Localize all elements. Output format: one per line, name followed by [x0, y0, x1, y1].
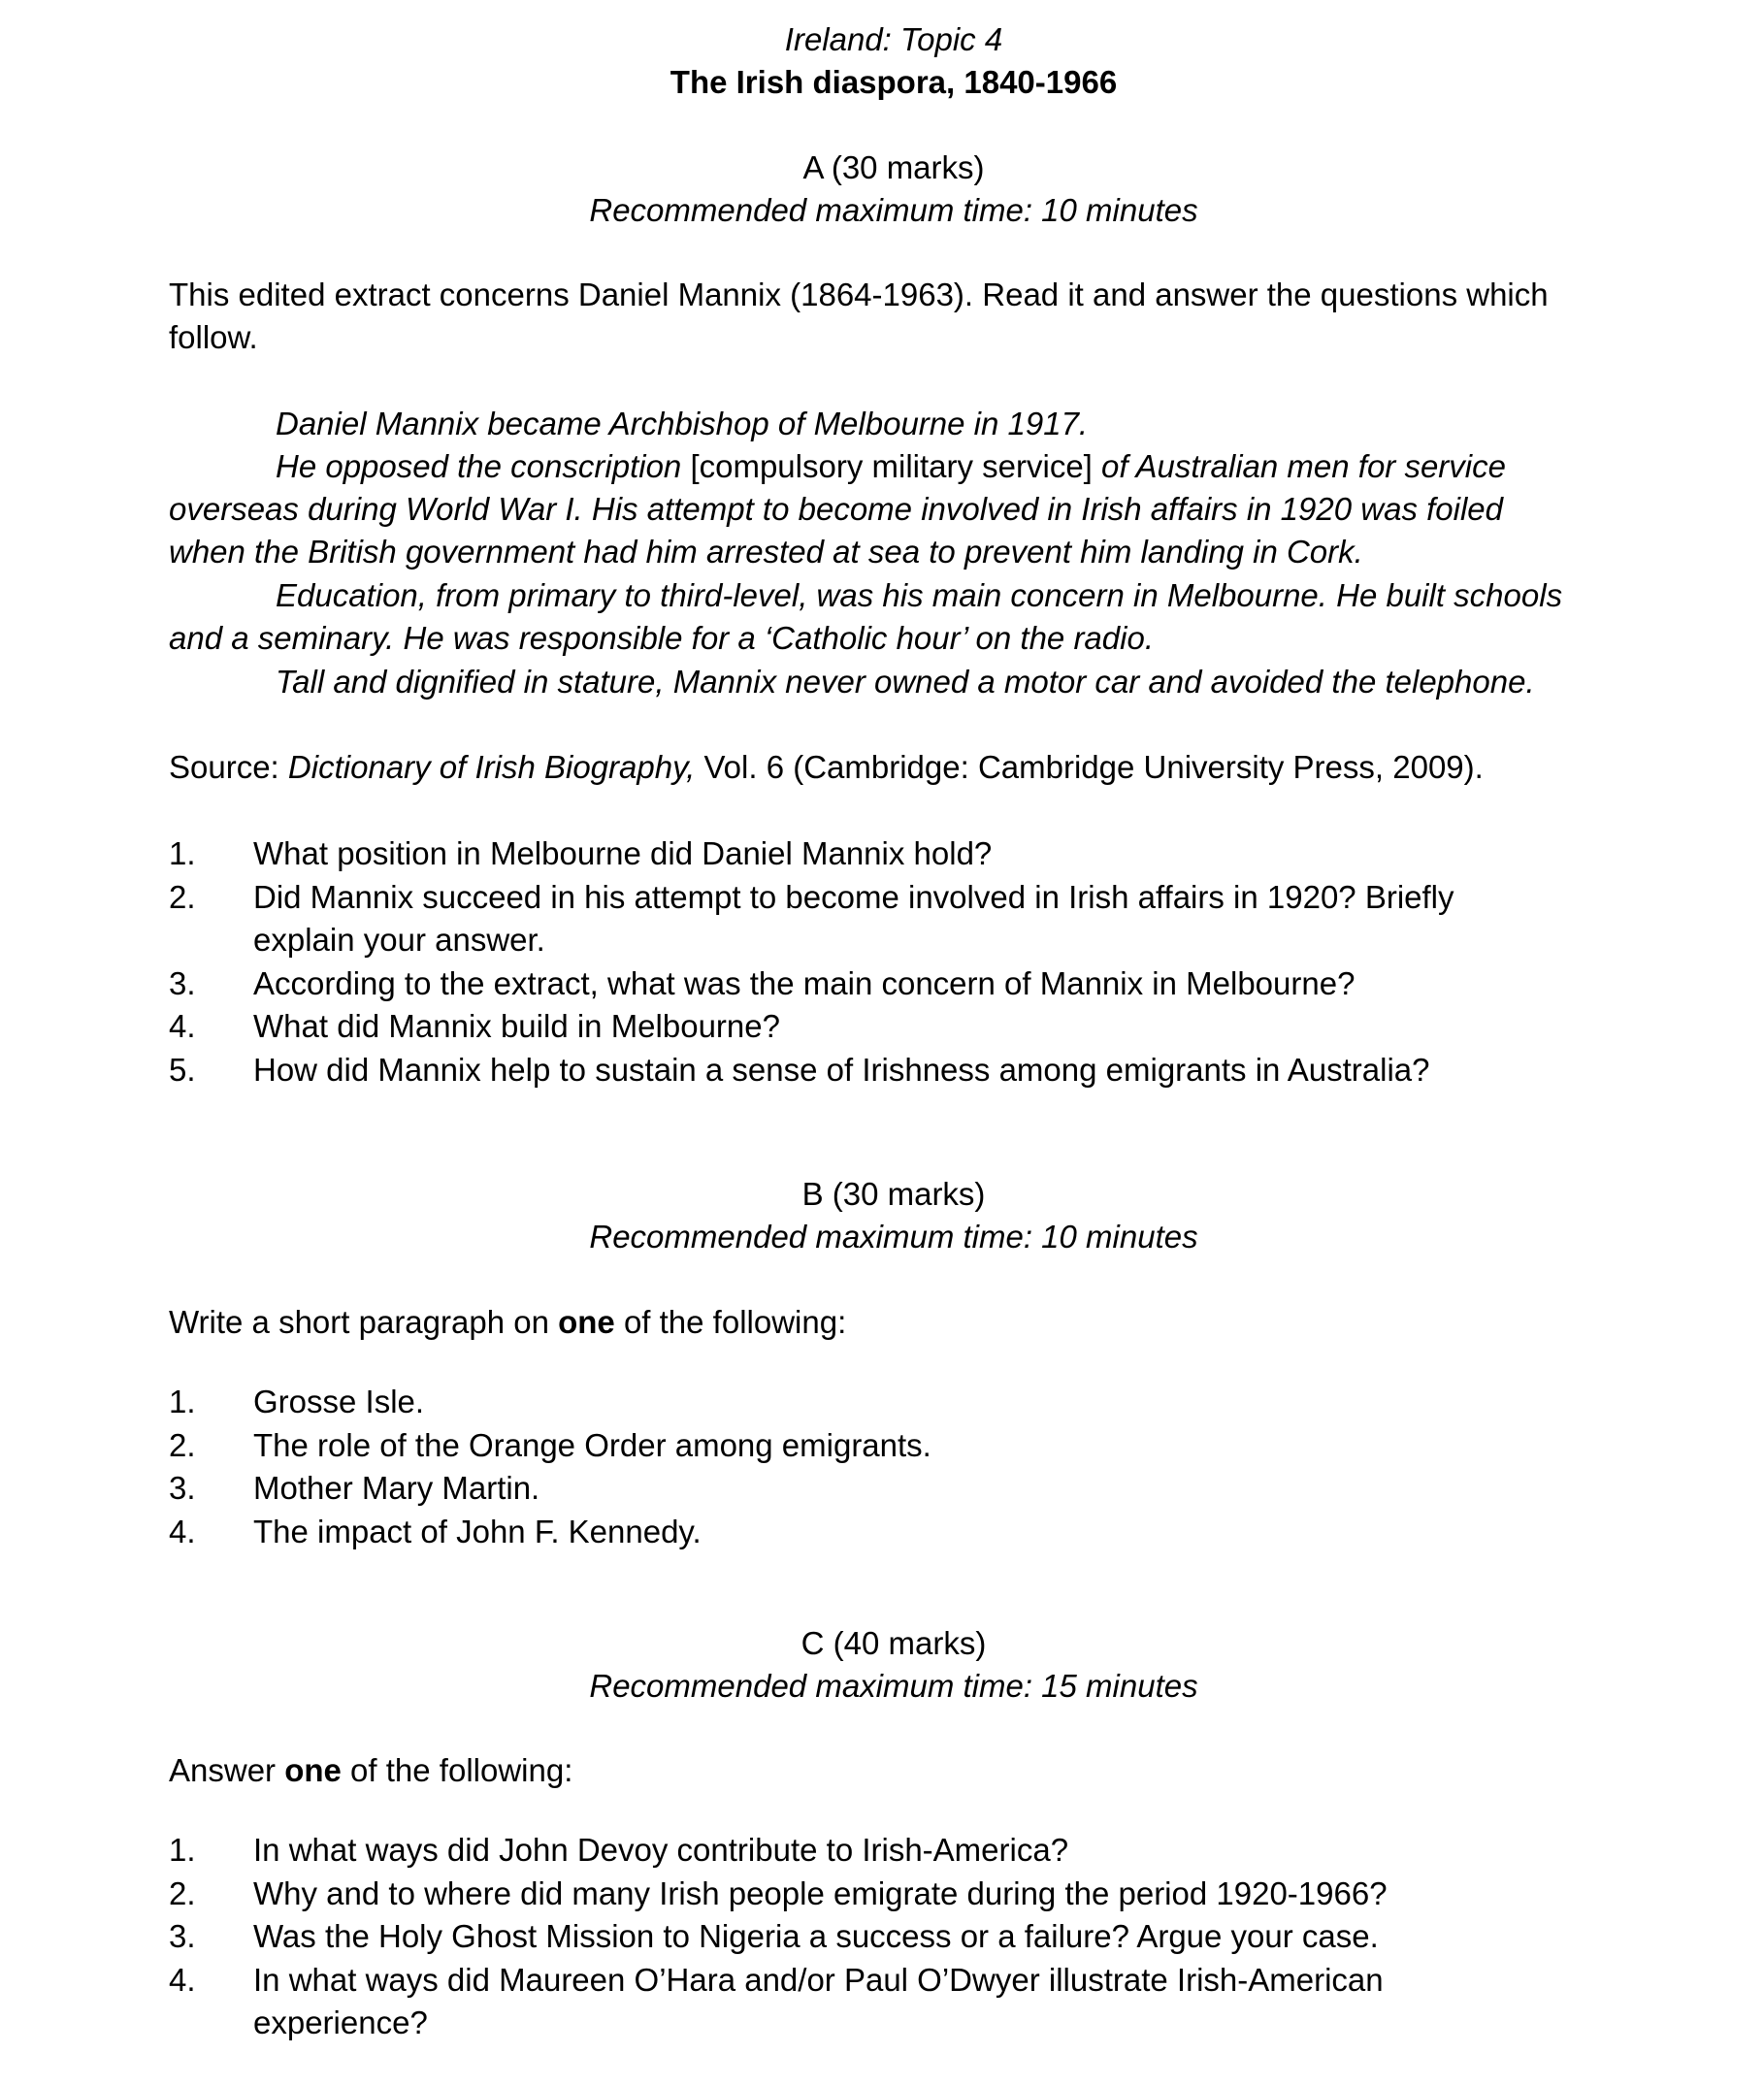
section-b-instruction — [169, 1300, 1618, 1344]
extract-paragraph-2-line2: overseas during World War I. His attempt to become involved in Irish affairs in 1920 was foiled — [169, 491, 1504, 527]
topic-text: The role of the Orange Order among emigrants. — [253, 1427, 931, 1463]
list-item — [169, 1466, 1618, 1510]
list-item — [169, 1958, 1618, 2002]
question-continuation: experience? — [253, 2005, 428, 2040]
section-c-instruction — [169, 1748, 1618, 1792]
extract-paragraph-2-line3: when the British government had him arrested at sea to prevent him landing in Cork. — [169, 534, 1363, 570]
source-citation — [169, 745, 1618, 789]
list-item — [169, 1914, 1618, 1958]
source-title: Dictionary of Irish Biography, — [287, 749, 696, 785]
list-item — [169, 831, 1618, 875]
extract-paragraph-2-line1 — [169, 444, 1618, 488]
question-text: Was the Holy Ghost Mission to Nigeria a success or a failure? Argue your case. — [253, 1918, 1379, 1954]
list-number: 1. — [169, 1384, 196, 1419]
section-c-heading: C (40 marks) — [800, 1625, 987, 1661]
question-text: Did Mannix succeed in his attempt to become involved in Irish affairs in 1920? Briefly — [253, 879, 1454, 915]
list-number: 4. — [169, 1962, 196, 1998]
list-item — [169, 875, 1618, 919]
topic-label: Ireland: Topic 4 — [784, 21, 1003, 57]
list-item — [169, 1380, 1618, 1423]
list-number: 3. — [169, 1470, 196, 1506]
list-item — [169, 1423, 1618, 1467]
instruction-text: Answer — [169, 1752, 285, 1788]
instruction-text: Write a short paragraph on — [169, 1304, 559, 1340]
question-text: In what ways did Maureen O’Hara and/or Paul O’Dwyer illustrate Irish-American — [253, 1962, 1384, 1998]
question-continuation: explain your answer. — [253, 922, 545, 958]
list-number: 2. — [169, 1427, 196, 1463]
question-text: Why and to where did many Irish people emigrate during the period 1920-1966? — [253, 1875, 1388, 1911]
list-number: 4. — [169, 1008, 196, 1044]
page-title: The Irish diaspora, 1840-1966 — [670, 64, 1118, 100]
extract-editorial-insert: [compulsory military service] — [690, 448, 1093, 484]
extract-paragraph-1: Daniel Mannix became Archbishop of Melbourne in 1917. — [276, 406, 1089, 441]
list-number: 2. — [169, 1875, 196, 1911]
question-text: What position in Melbourne did Daniel Mannix hold? — [253, 835, 993, 871]
source-details: Vol. 6 (Cambridge: Cambridge University Press, 2009). — [695, 749, 1484, 785]
section-a-intro-line1: This edited extract concerns Daniel Mannix (1864-1963). Read it and answer the questions which — [169, 277, 1549, 312]
section-b-time: Recommended maximum time: 10 minutes — [589, 1219, 1198, 1255]
source-label: Source: — [169, 749, 288, 785]
extract-text: He opposed the conscription — [276, 448, 691, 484]
extract-paragraph-4: Tall and dignified in stature, Mannix never owned a motor car and avoided the telephone. — [276, 664, 1535, 700]
list-number: 3. — [169, 965, 196, 1001]
list-item — [169, 1048, 1618, 1092]
list-item — [169, 1872, 1618, 1915]
question-text: How did Mannix help to sustain a sense of Irishness among emigrants in Australia? — [253, 1052, 1430, 1088]
list-number: 1. — [169, 835, 196, 871]
list-number: 5. — [169, 1052, 196, 1088]
list-number: 4. — [169, 1514, 196, 1549]
question-text: According to the extract, what was the main concern of Mannix in Melbourne? — [253, 965, 1356, 1001]
extract-paragraph-3-line2: and a seminary. He was responsible for a ‘Catholic hour’ on the radio. — [169, 620, 1154, 656]
instruction-text: of the following: — [614, 1304, 847, 1340]
topic-text: Mother Mary Martin. — [253, 1470, 540, 1506]
question-text: In what ways did John Devoy contribute to Irish-America? — [253, 1832, 1069, 1868]
section-b-heading: B (30 marks) — [801, 1176, 986, 1212]
section-a-time: Recommended maximum time: 10 minutes — [589, 192, 1198, 228]
list-item — [169, 962, 1618, 1005]
extract-text: of Australian men for service — [1092, 448, 1506, 484]
list-number: 3. — [169, 1918, 196, 1954]
list-item — [169, 1510, 1618, 1553]
list-number: 1. — [169, 1832, 196, 1868]
question-text: What did Mannix build in Melbourne? — [253, 1008, 780, 1044]
topic-text: Grosse Isle. — [253, 1384, 425, 1419]
extract-paragraph-3-line1: Education, from primary to third-level, was his main concern in Melbourne. He built schools — [276, 577, 1563, 613]
instruction-emphasis: one — [284, 1752, 342, 1788]
section-a-heading: A (30 marks) — [802, 149, 985, 185]
instruction-emphasis: one — [558, 1304, 615, 1340]
list-number: 2. — [169, 879, 196, 915]
section-c-time: Recommended maximum time: 15 minutes — [589, 1668, 1198, 1704]
section-a-intro-line2: follow. — [169, 319, 258, 355]
list-item — [169, 1004, 1618, 1048]
instruction-text: of the following: — [341, 1752, 573, 1788]
topic-text: The impact of John F. Kennedy. — [253, 1514, 702, 1549]
list-item — [169, 1828, 1618, 1872]
